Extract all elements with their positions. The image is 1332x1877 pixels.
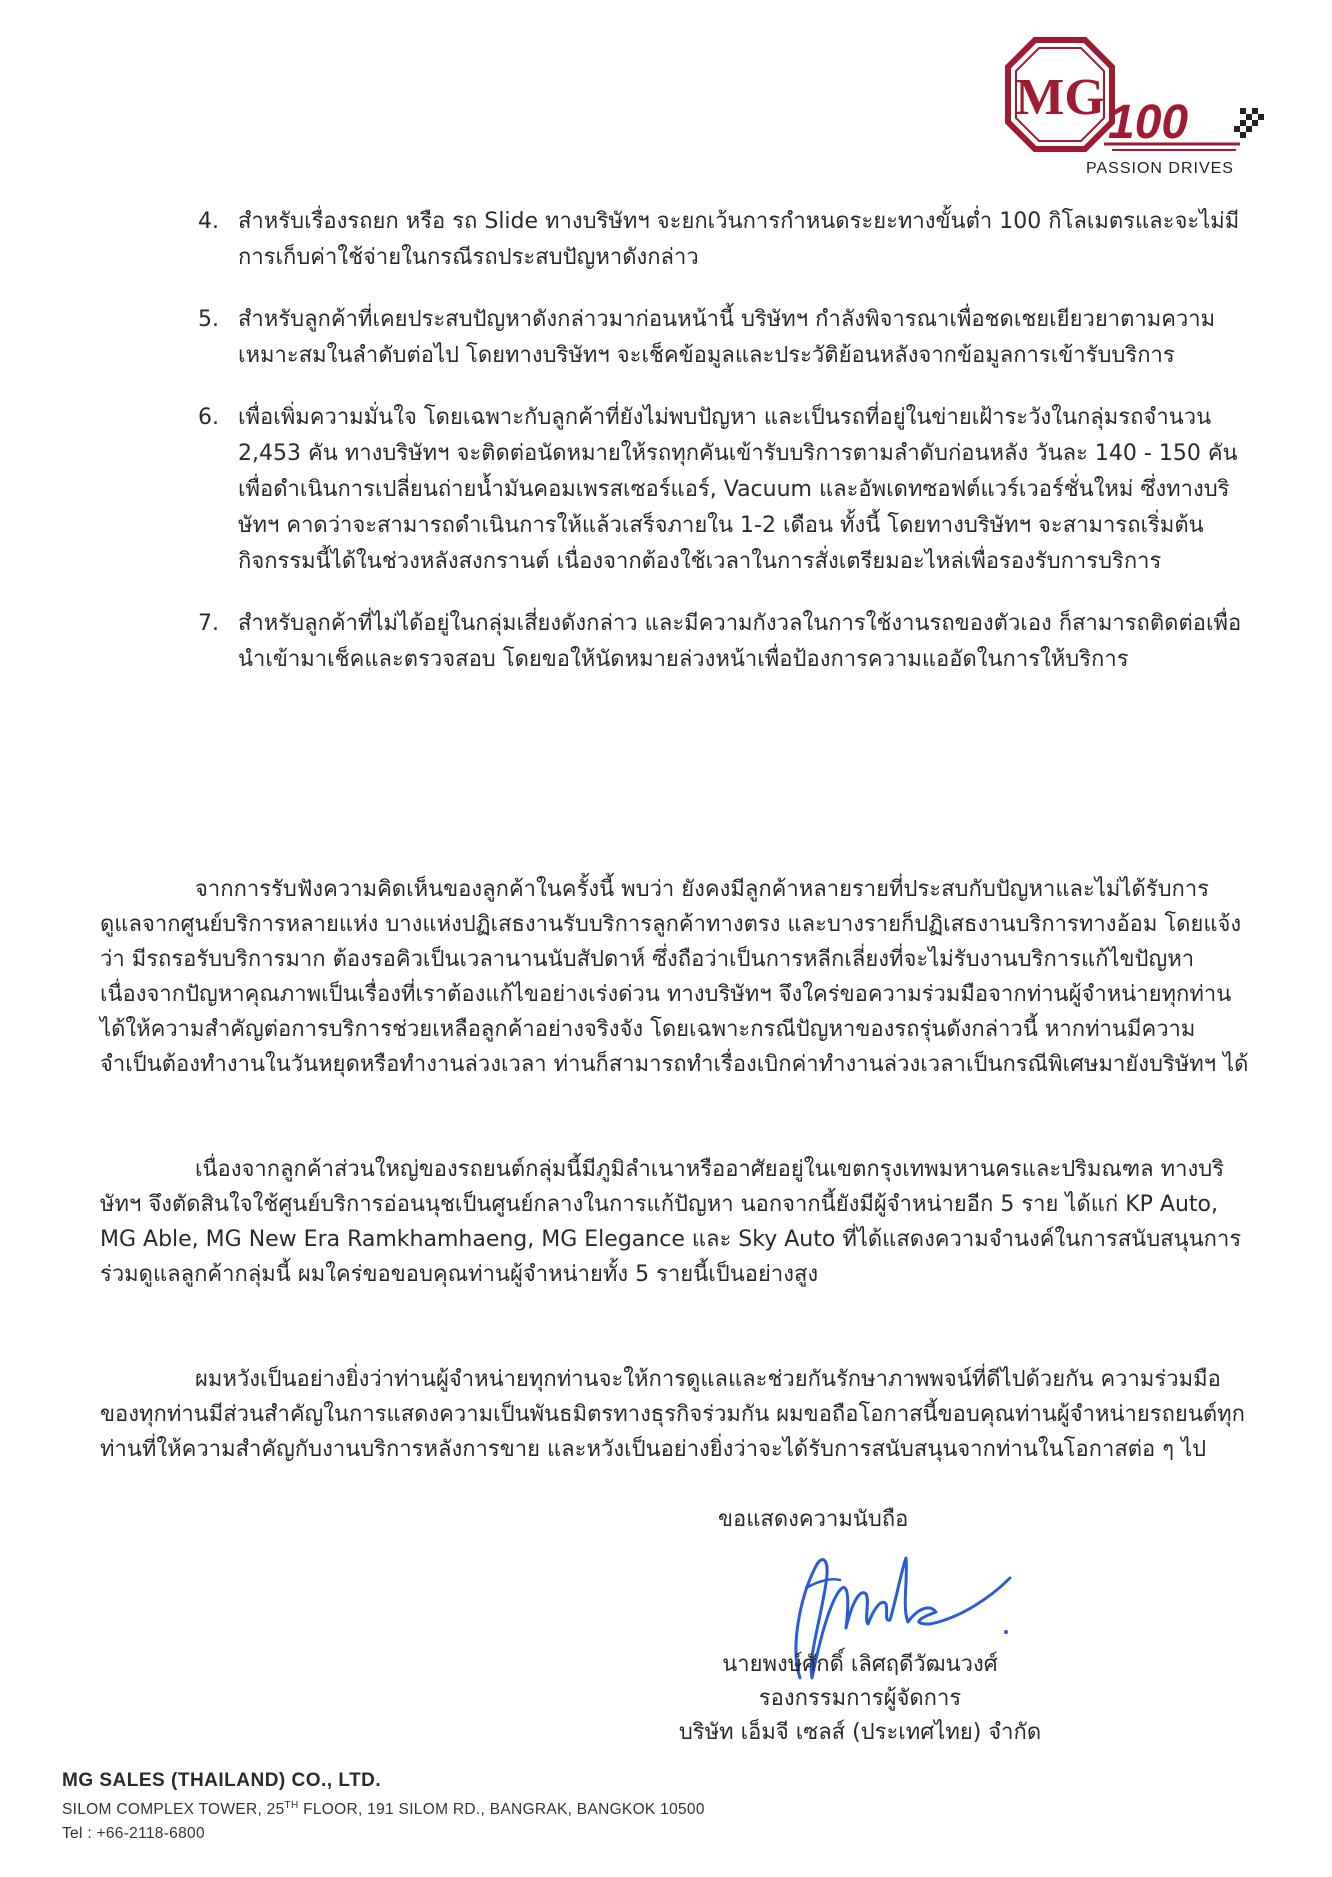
numbered-list [190,204,1260,704]
list-item [190,204,1260,276]
svg-text:MG: MG [1015,69,1105,126]
body-paragraph: จากการรับฟังความคิดเห็นของลูกค้าในครั้งนี้ พบว่า ยังคงมีลูกค้าหลายรายที่ประสบกับปัญหาและไม่ได้รับการดูแลจากศูนย์บริการหลายแห่ง บางแห่งปฏิเสธงานรับบริการลูกค้าทางตรง และบางรายก็ปฏิเสธงานบริการทางอ้อม โดยแจ้งว่า มีรถรอรับบริการมาก ต้องรอคิวเป็นเวลานานนับสัปดาห์ ซึ่งถือว่าเป็นการหลีกเลี่ยงที่จะไม่รับงานบริการแก้ไขปัญหา เนื่องจากปัญหาคุณภาพเป็นเรื่องที่เราต้องแก้ไขอย่างเร่งด่วน ทางบริษัทฯ จึงใคร่ขอความร่วมมือจากท่านผู้จำหน่ายทุกท่านได้ให้ความสำคัญต่อการบริการช่วยเหลือลูกค้าอย่างจริงจัง โดยเฉพาะกรณีปัญหาของรถรุ่นดังกล่าวนี้ หากท่านมีความจำเป็นต้องทำงานในวันหยุดหรือทำงานล่วงเวลา ท่านก็สามารถทำเรื่องเบิกค่าทำงานล่วงเวลาเป็นกรณีพิเศษมายังบริษัทฯ ได้ [100,877,1249,1077]
footer-address-start: SILOM COMPLEX TOWER, 25 [62,1801,285,1819]
signer-title: รองกรรมการผู้จัดการ [758,1686,962,1711]
body-paragraph: เนื่องจากลูกค้าส่วนใหญ่ของรถยนต์กลุ่มนี้มีภูมิลำเนาหรืออาศัยอยู่ในเขตกรุงเทพมหานครและปริมณฑล ทางบริษัทฯ จึงตัดสินใจใช้ศูนย์บริการอ่อนนุชเป็นศูนย์กลางในการแก้ปัญหา นอกจากนี้ยังมีผู้จำหน่ายอีก 5 ราย ได้แก่ KP Auto, MG Able, MG New Era Ramkhamhaeng, MG Elegance และ Sky Auto ที่ได้แสดงความจำนงค์ในการสนับสนุนการร่วมดูแลลูกค้ากลุ่มนี้ ผมใคร่ขอขอบคุณท่านผู้จำหน่ายทั้ง 5 รายนี้เป็นอย่างสูง [100,1157,1242,1287]
footer-address-end: FLOOR, 191 SILOM RD., BANGRAK, BANGKOK 10500 [298,1801,705,1819]
svg-text:100: 100 [1108,96,1189,149]
letter-footer [62,1770,962,1843]
footer-company: MG SALES (THAILAND) CO., LTD. [62,1770,382,1791]
list-item-text: สำหรับเรื่องรถยก หรือ รถ Slide ทางบริษัทฯ จะยกเว้นการกำหนดระยะทางขั้นต่ำ 100 กิโลเมตรและจะไม่มีการเก็บค่าใช้จ่ายในกรณีรถประสบปัญหาดังกล่าว [238,209,1240,270]
logo-tagline: PASSION DRIVES [1086,160,1234,177]
signer-block [640,1648,1080,1750]
list-item-number: 7. [198,611,219,636]
footer-address-sup: TH [284,1800,299,1811]
mg-100-logo [1000,36,1300,186]
list-item [190,606,1260,678]
list-item-text: สำหรับลูกค้าที่เคยประสบปัญหาดังกล่าวมาก่อนหน้านี้ บริษัทฯ กำลังพิจารณาเพื่อชดเชยเยียวยาตามความเหมาะสมในลำดับต่อไป โดยทางบริษัทฯ จะเช็คข้อมูลและประวัติย้อนหลังจากข้อมูลการเข้ารับบริการ [238,307,1216,368]
body-paragraph: ผมหวังเป็นอย่างยิ่งว่าท่านผู้จำหน่ายทุกท่านจะให้การดูแลและช่วยกันรักษาภาพพจน์ที่ดีไปด้วยกัน ความร่วมมือของทุกท่านมีส่วนสำคัญในการแสดงความเป็นพันธมิตรทางธุรกิจร่วมกัน ผมขอถือโอกาสนี้ขอบคุณท่านผู้จำหน่ายรถยนต์ทุกท่านที่ให้ความสำคัญกับงานบริการหลังการขาย และหวังเป็นอย่างยิ่งว่าจะได้รับการสนับสนุนจากท่านในโอกาสต่อ ๆ ไป [100,1367,1245,1462]
signer-name: นายพงษ์ศักดิ์ เลิศฤดีวัฒนวงศ์ [722,1652,998,1677]
list-item [190,302,1260,374]
footer-telephone: Tel : +66-2118-6800 [62,1825,205,1843]
list-item-text: เพื่อเพิ่มความมั่นใจ โดยเฉพาะกับลูกค้าที่ยังไม่พบปัญหา และเป็นรถที่อยู่ในข่ายเฝ้าระวังในกลุ่มรถจำนวน 2,453 คัน ทางบริษัทฯ จะติดต่อนัดหมายให้รถทุกคันเข้ารับบริการตามลำดับก่อนหลัง วันละ 140 - 150 คัน เพื่อดำเนินการเปลี่ยนถ่ายน้ำมันคอมเพรสเซอร์แอร์, Vacuum และอัพเดทซอฟต์แวร์เวอร์ชั่นใหม่ ซึ่งทางบริษัทฯ คาดว่าจะสามารถดำเนินการให้แล้วเสร็จภายใน 1-2 เดือน ทั้งนี้ โดยทางบริษัทฯ จะสามารถเริ่มต้นกิจกรรมนี้ได้ในช่วงหลังสงกรานต์ เนื่องจากต้องใช้เวลาในการสั่งเตรียมอะไหล่เพื่อรองรับการบริการ [238,405,1238,574]
list-item [190,400,1260,580]
list-item-number: 4. [198,209,219,234]
signer-company: บริษัท เอ็มจี เซลส์ (ประเทศไทย) จำกัด [678,1720,1042,1745]
list-item-text: สำหรับลูกค้าที่ไม่ได้อยู่ในกลุ่มเสี่ยงดังกล่าว และมีความกังวลในการใช้งานรถของตัวเอง ก็สามารถติดต่อเพื่อนำเข้ามาเช็คและตรวจสอบ โดยขอให้นัดหมายล่วงหน้าเพื่อป้องการความแออัดในการให้บริการ [238,611,1242,672]
list-item-number: 6. [198,405,219,430]
closing-salutation: ขอแสดงความนับถือ [718,1507,909,1532]
list-item-number: 5. [198,307,219,332]
footer-address [62,1800,962,1819]
